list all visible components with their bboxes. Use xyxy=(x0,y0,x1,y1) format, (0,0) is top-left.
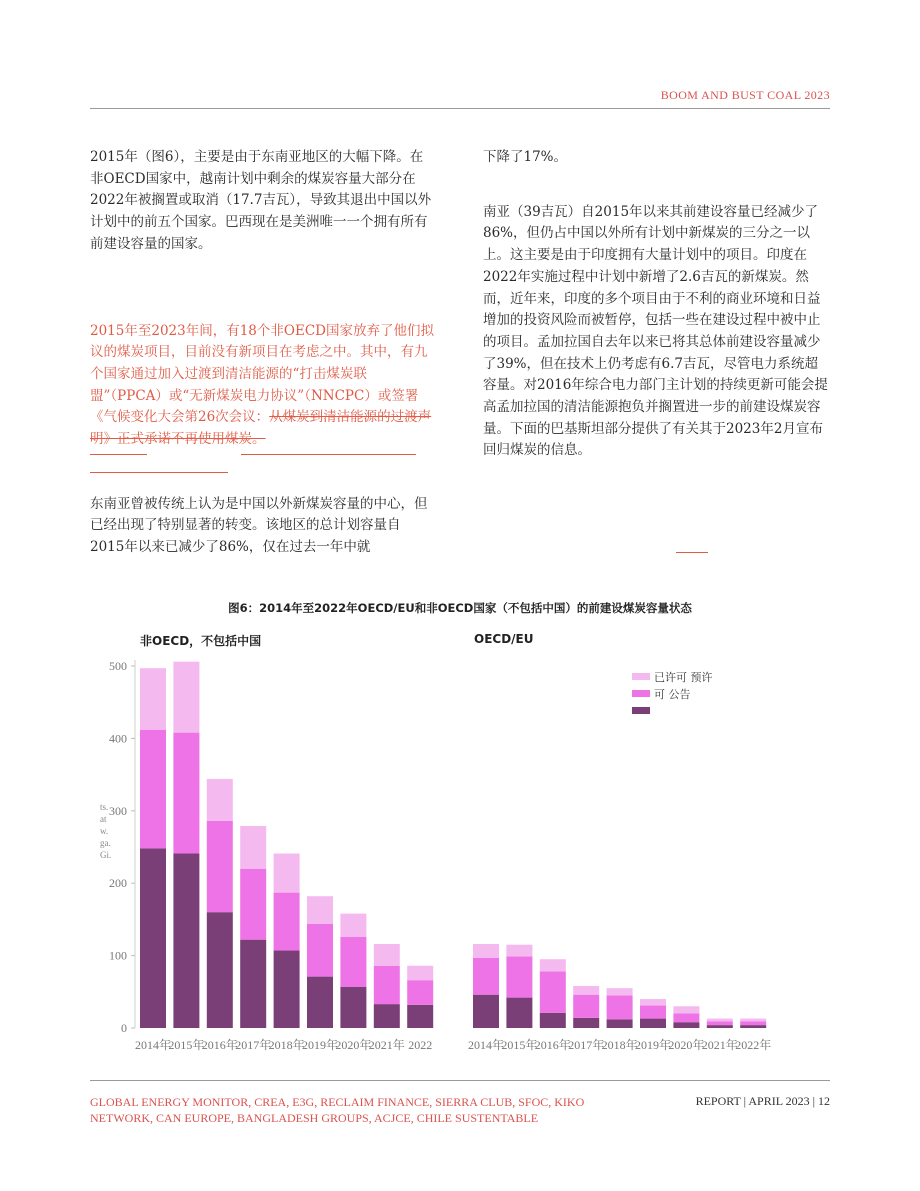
x-tick-label: 2017年 xyxy=(568,1038,605,1052)
bar-segment-top xyxy=(607,988,633,995)
x-tick-label: 2021年 xyxy=(701,1038,738,1052)
chart-title: 图6：2014年至2022年OECD/EU和非OECD国家（不包括中国）的前建设煤炭容量状态 xyxy=(228,601,692,615)
bar-segment-bottom xyxy=(307,977,333,1028)
bar-segment-bottom xyxy=(473,995,499,1028)
x-tick-label: 2020年 xyxy=(668,1038,705,1052)
legend-item-top xyxy=(632,668,713,685)
legend-item-bottom xyxy=(632,702,713,719)
bar-segment-middle xyxy=(407,980,433,1005)
bar-segment-top xyxy=(640,999,666,1006)
bar-segment-bottom xyxy=(707,1025,733,1028)
bar-segment-top xyxy=(374,944,400,966)
bar-segment-middle xyxy=(573,995,599,1018)
left-paragraph-2-struck: 从煤炭到清洁能源的过渡声明》正式承诺不再使用煤炭。 xyxy=(90,409,432,448)
x-tick-label: 2016年 xyxy=(534,1038,571,1052)
bar-segment-middle xyxy=(640,1006,666,1019)
bar-segment-bottom xyxy=(140,848,166,1028)
x-tick-label: 2016年 xyxy=(201,1038,238,1052)
bar-segment-middle xyxy=(607,995,633,1019)
panel-title-non-oecd: 非OECD，不包括中国 xyxy=(140,634,262,648)
legend-label: 已许可 预许 xyxy=(654,670,713,684)
bar-segment-top xyxy=(140,668,166,730)
x-tick-label: 2015年 xyxy=(501,1038,538,1052)
y-tick-label: 0 xyxy=(121,1021,127,1035)
bar-segment-top xyxy=(673,1006,699,1013)
x-tick-label: 2018年 xyxy=(268,1038,305,1052)
chart-legend xyxy=(632,668,713,719)
footer-report-page: REPORT | APRIL 2023 | 12 xyxy=(695,1094,830,1108)
bar-segment-top xyxy=(473,944,499,958)
bar-segment-middle xyxy=(374,966,400,1004)
x-tick-label: 2022年 xyxy=(735,1038,772,1052)
x-tick-label: 2022 xyxy=(408,1038,433,1052)
y-tick-label: 400 xyxy=(109,731,127,746)
legend-swatch xyxy=(632,673,650,680)
x-tick-label: 2014年 xyxy=(134,1038,172,1052)
x-tick-label: 2019年 xyxy=(634,1038,672,1052)
legend-item-middle xyxy=(632,685,713,702)
x-tick-label: 2017年 xyxy=(235,1038,272,1052)
bar-segment-middle xyxy=(506,956,532,997)
bar-segment-middle xyxy=(173,733,199,854)
x-tick-label: 2019年 xyxy=(301,1038,339,1052)
bar-segment-bottom xyxy=(640,1019,666,1028)
bar-segment-middle xyxy=(707,1021,733,1025)
right-paragraph-1: 下降了17%。 xyxy=(483,149,568,165)
panel-title-oecd: OECD/EU xyxy=(474,632,534,646)
x-tick-label: 2014年 xyxy=(467,1038,505,1052)
legend-label: 可 公告 xyxy=(654,687,691,701)
bar-segment-bottom xyxy=(340,987,366,1028)
bar-segment-bottom xyxy=(573,1018,599,1028)
bar-segment-bottom xyxy=(173,854,199,1028)
bar-segment-top xyxy=(173,662,199,733)
bar-segment-middle xyxy=(540,972,566,1013)
x-tick-label: 2020年 xyxy=(335,1038,372,1052)
bar-segment-top xyxy=(407,966,433,980)
y-tick-label: 100 xyxy=(109,948,127,963)
left-paragraph-3: 东南亚曾被传统上认为是中国以外新煤炭容量的中心，但已经出现了特别显著的转变。该地区的总计划容量自2015年以来已减少了86%，仅在过去一年中就 xyxy=(90,495,428,556)
x-tick-label: 2018年 xyxy=(601,1038,638,1052)
left-paragraph-1: 2015年（图6），主要是由于东南亚地区的大幅下降。在非OECD国家中，越南计划中剩余的煤炭容量大部分在2022年被搁置或取消（17.7吉瓦），导致其退出中国以外计划中的前五个国家。巴西现在是美洲唯一一个拥有所有前建设容量的国家。 xyxy=(90,149,432,252)
bar-segment-middle xyxy=(274,893,300,951)
left-paragraph-2-text: 2015年至2023年间，有18个非OECD国家放弃了他们拟议的煤炭项目，目前没有新项目在考虑之中。其中，有九个国家通过加入过渡到清洁能源的“打击煤炭联盟”（PPCA）或“无新煤炭电力协议”（NNCPC）或签署《气候变化大会第26次会议： xyxy=(90,322,434,426)
bar-segment-top xyxy=(740,1019,766,1022)
y-tick-label: 300 xyxy=(109,803,127,818)
y-axis-label: at xyxy=(100,814,107,824)
legend-swatch xyxy=(632,690,650,697)
bar-segment-top xyxy=(707,1019,733,1022)
bar-segment-middle xyxy=(340,937,366,987)
bar-segment-bottom xyxy=(274,951,300,1028)
bar-segment-bottom xyxy=(207,912,233,1028)
bar-segment-bottom xyxy=(740,1025,766,1028)
bar-segment-middle xyxy=(740,1021,766,1025)
running-header: BOOM AND BUST COAL 2023 xyxy=(660,88,830,102)
bar-segment-bottom xyxy=(607,1019,633,1028)
bar-segment-bottom xyxy=(540,1013,566,1028)
bar-segment-top xyxy=(506,945,532,957)
y-axis-label: Gi. xyxy=(100,850,112,860)
footer-organizations: GLOBAL ENERGY MONITOR, CREA, E3G, RECLAIM FINANCE, SIERRA CLUB, SFOC, KIKO NETWORK, CAN EUROPE, BANGLADESH GROUPS, ACJCE, CHILE SUSTENTABLE xyxy=(90,1095,585,1125)
bar-segment-top xyxy=(207,779,233,821)
footer-rule xyxy=(90,1080,830,1081)
bar-segment-top xyxy=(340,914,366,937)
bar-segment-middle xyxy=(240,869,266,940)
y-axis-label: ts. xyxy=(100,802,109,812)
bar-segment-middle xyxy=(207,821,233,912)
bar-segment-middle xyxy=(473,958,499,995)
x-tick-label: 2015年 xyxy=(168,1038,205,1052)
bar-segment-bottom xyxy=(374,1004,400,1028)
bar-segment-bottom xyxy=(240,940,266,1028)
bar-segment-top xyxy=(240,826,266,869)
legend-swatch xyxy=(632,707,650,714)
y-tick-label: 200 xyxy=(109,876,127,891)
bar-segment-middle xyxy=(307,924,333,977)
bar-segment-top xyxy=(540,959,566,971)
y-axis-label: w. xyxy=(100,826,109,836)
bar-segment-bottom xyxy=(407,1005,433,1028)
y-axis-label: ga. xyxy=(100,838,111,848)
bar-segment-middle xyxy=(140,730,166,849)
bar-segment-top xyxy=(573,986,599,995)
bar-segment-top xyxy=(274,854,300,893)
right-paragraph-2: 南亚（39吉瓦）自2015年以来其前建设容量已经减少了86%，但仍占中国以外所有计划中新煤炭的三分之一以上。这主要是由于印度拥有大量计划中的项目。印度在2022年实施过程中计划中新增了2.6吉瓦的新煤炭。然而，近年来，印度的多个项目由于不利的商业环境和日益增加的投资风险而被暂停，包括一些在建设过程中被中止的项目。孟加拉国自去年以来已将其总体前建设容量减少了39%，但在技术上仍考虑有6.7吉瓦，尽管电力系统超容量。对2016年综合电力部门主计划的持续更新可能会提高孟加拉国的清洁能源抱负并搁置进一步的前建设煤炭容量。下面的巴基斯坦部分提供了有关其于2023年2月宣布回归煤炭的信息。 xyxy=(483,203,828,459)
bar-segment-bottom xyxy=(506,998,532,1028)
bar-segment-middle xyxy=(673,1014,699,1023)
x-tick-label: 2021年 xyxy=(368,1038,405,1052)
y-tick-label: 500 xyxy=(109,659,127,673)
bar-segment-top xyxy=(307,896,333,924)
bar-segment-bottom xyxy=(673,1022,699,1028)
